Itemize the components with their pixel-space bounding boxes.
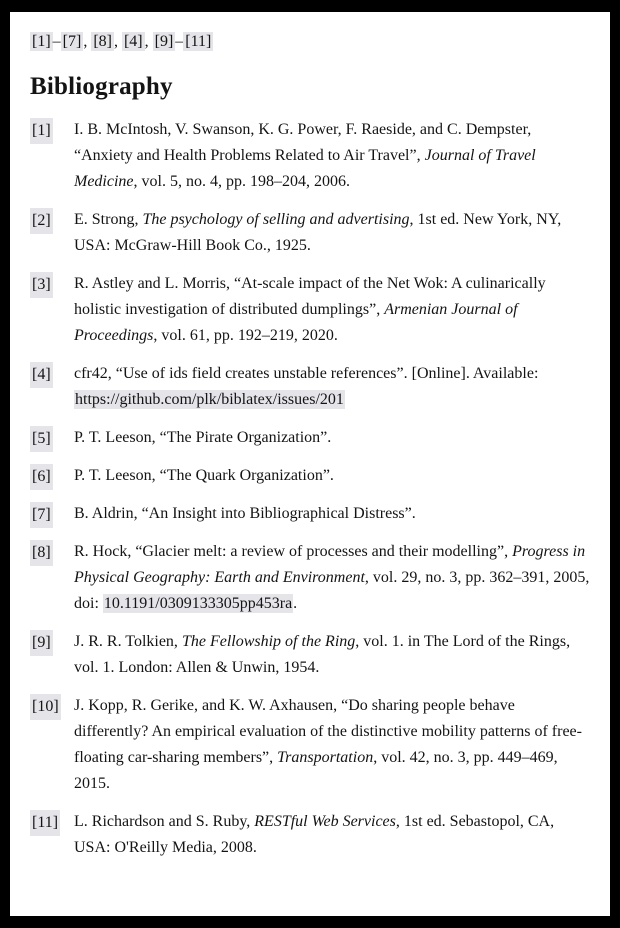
reference-label: [5] <box>30 426 53 452</box>
reference-italic-title: RESTful Web Services <box>254 813 396 830</box>
citation-separator: , <box>144 33 153 50</box>
reference-item <box>30 539 590 617</box>
reference-label: [7] <box>30 502 53 528</box>
reference-item <box>30 501 590 527</box>
reference-list <box>30 117 590 861</box>
reference-text: , vol. 42, no. 3, pp. 449–469, 2015. <box>74 749 558 792</box>
reference-text: , vol. 1. in The Lord of the Rings, vol. 1. London: Allen & Unwin, 1954. <box>74 633 571 676</box>
reference-text: I. B. McIntosh, V. Swanson, K. G. Power, F. Raeside, and C. Dempster, “Anxiety and Health Problems Related to Air Travel”, <box>74 121 532 164</box>
reference-text: J. R. R. Tolkien, <box>74 633 182 650</box>
reference-item <box>30 629 590 681</box>
reference-text: cfr42, “Use of ids field creates unstable references”. [Online]. Available: <box>74 365 539 382</box>
document-page <box>10 12 610 916</box>
citation-link[interactable]: [9] <box>154 33 174 50</box>
citation-link[interactable]: [8] <box>93 33 112 50</box>
citation-separator: , <box>113 33 122 50</box>
citation-separator: , <box>83 33 92 50</box>
reference-text: , 1st ed. Sebastopol, CA, USA: O'Reilly Media, 2008. <box>74 813 555 856</box>
citation-line <box>30 31 590 53</box>
reference-label: [4] <box>30 362 53 388</box>
reference-item <box>30 207 590 259</box>
reference-italic-title: The Fellowship of the Ring <box>181 633 356 650</box>
reference-label: [2] <box>30 208 53 234</box>
reference-italic-title: Transportation <box>277 749 374 766</box>
citation-link[interactable]: [7] <box>62 33 82 50</box>
reference-label: [9] <box>30 630 53 656</box>
citation-separator: – <box>175 33 184 50</box>
reference-label: [11] <box>30 810 60 836</box>
reference-item <box>30 271 590 349</box>
reference-text: L. Richardson and S. Ruby, <box>74 813 255 830</box>
bibliography-heading: Bibliography <box>30 73 173 100</box>
reference-item <box>30 463 590 489</box>
reference-text: , vol. 29, no. 3, pp. 362–391, 2005, doi: <box>74 569 590 612</box>
reference-label: [8] <box>30 540 53 566</box>
reference-text: E. Strong, <box>74 211 143 228</box>
reference-italic-title: The psychology of selling and advertising <box>142 211 410 228</box>
citation-link[interactable]: [4] <box>123 33 143 50</box>
reference-item <box>30 693 590 797</box>
reference-item <box>30 361 590 413</box>
citation-separator: – <box>52 33 61 50</box>
reference-text: . <box>293 595 298 612</box>
reference-label: [6] <box>30 464 53 490</box>
reference-link[interactable]: 10.1191/0309133305pp453ra <box>103 595 293 612</box>
reference-text: B. Aldrin, “An Insight into Bibliographical Distress”. <box>74 505 416 522</box>
reference-text: P. T. Leeson, “The Quark Organization”. <box>74 467 334 484</box>
reference-text: , vol. 5, no. 4, pp. 198–204, 2006. <box>133 173 350 190</box>
citation-link[interactable]: [1] <box>32 33 51 50</box>
reference-text: R. Hock, “Glacier melt: a review of processes and their modelling”, <box>74 543 513 560</box>
reference-text: , 1st ed. New York, NY, USA: McGraw-Hill Book Co., 1925. <box>74 211 562 254</box>
reference-label: [10] <box>30 694 61 720</box>
reference-text: P. T. Leeson, “The Pirate Organization”. <box>74 429 332 446</box>
reference-label: [1] <box>30 118 53 144</box>
reference-item <box>30 117 590 195</box>
reference-italic-title: Progress in Physical Geography: Earth and Environment <box>74 543 586 586</box>
reference-text: J. Kopp, R. Gerike, and K. W. Axhausen, “Do sharing people behave differently? An empirical evaluation of the distinctive mobility patterns of free-floating car-sharing members”, <box>74 697 582 766</box>
reference-text: , vol. 61, pp. 192–219, 2020. <box>153 327 338 344</box>
reference-italic-title: Journal of Travel Medicine <box>74 147 536 190</box>
reference-italic-title: Armenian Journal of Proceedings <box>74 301 518 344</box>
citation-link[interactable]: [11] <box>185 33 212 50</box>
reference-item <box>30 809 590 861</box>
reference-link[interactable]: https://github.com/plk/biblatex/issues/201 <box>75 391 344 408</box>
reference-item <box>30 425 590 451</box>
reference-label: [3] <box>30 272 53 298</box>
reference-text: R. Astley and L. Morris, “At-scale impact of the Net Wok: A culinarically holistic investigation of distributed dumplings”, <box>74 275 546 318</box>
